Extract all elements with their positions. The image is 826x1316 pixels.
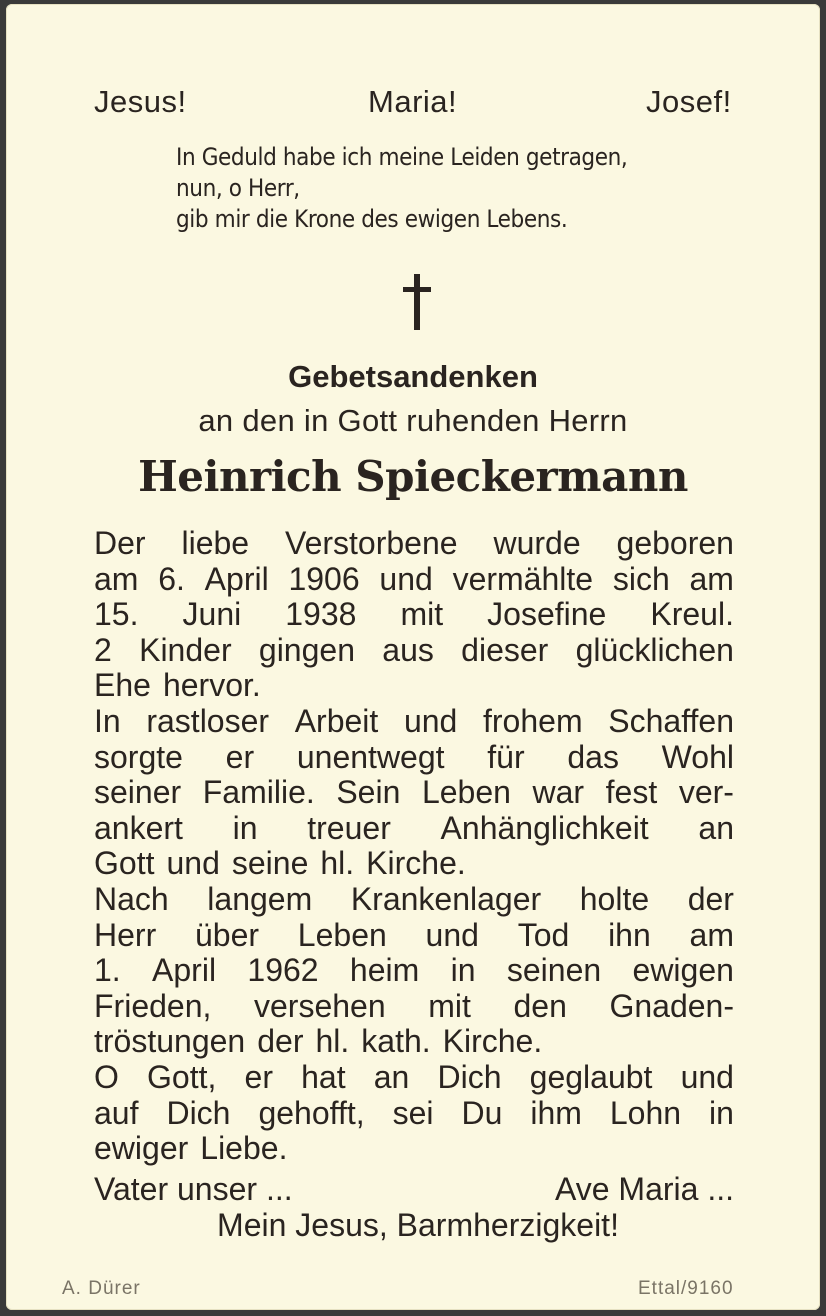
biography-word: 15. xyxy=(94,596,139,633)
biography-line xyxy=(94,597,734,633)
biography-word: Schaffen xyxy=(608,702,734,739)
footer-publisher: Ettal/9160 xyxy=(638,1278,734,1299)
biography-word: April xyxy=(152,952,217,989)
biography-word: Der xyxy=(94,525,146,561)
biography-line xyxy=(94,1024,734,1060)
biography-word: Liebe. xyxy=(200,1130,288,1167)
biography-word: an xyxy=(698,809,734,846)
footer-artist: A. Dürer xyxy=(62,1278,141,1299)
biography-word: an xyxy=(373,1058,410,1095)
biography-word: 1962 xyxy=(247,952,319,989)
biography-word: Nach xyxy=(94,880,169,917)
biography-word: 1906 xyxy=(288,560,360,597)
biography-word: Krankenlager xyxy=(350,880,542,917)
biography-word: in xyxy=(232,809,258,846)
verse-line: In Geduld habe ich meine Leiden getragen, xyxy=(176,143,628,171)
biography-word: Arbeit xyxy=(294,702,379,739)
biography-line xyxy=(94,1060,734,1096)
biography-word: hl. xyxy=(320,845,355,882)
verse-line: nun, o Herr, xyxy=(176,174,300,202)
biography-word: Familie. xyxy=(202,774,315,811)
biography-word: April xyxy=(204,560,269,597)
verse-line: gib mir die Krone des ewigen Lebens. xyxy=(176,205,568,233)
biography-word: ihm xyxy=(530,1094,582,1131)
biography-word: er xyxy=(225,738,255,775)
biography-line xyxy=(94,633,734,669)
biography-word: Tod xyxy=(517,916,570,953)
biography-word: seinen xyxy=(506,952,602,989)
biography-word: treuer xyxy=(307,809,391,846)
biography-word: 1. xyxy=(94,952,121,989)
header-jesus: Jesus! xyxy=(94,84,187,119)
biography-word: und xyxy=(425,916,479,953)
biography-word: langem xyxy=(207,880,313,917)
biography-word: und xyxy=(379,560,433,597)
biography-word: tröstungen xyxy=(94,1023,246,1060)
biography-word: am xyxy=(94,560,139,597)
biography-word: Gott, xyxy=(147,1058,217,1095)
biography-word: Wohl xyxy=(661,738,734,775)
biography-word: dieser xyxy=(461,631,549,668)
biography-word: Herr xyxy=(94,916,157,953)
biography-word: geglaubt xyxy=(529,1058,653,1095)
header-maria: Maria! xyxy=(368,84,458,119)
biography-line xyxy=(94,882,734,918)
biography-word: Leben xyxy=(421,774,511,811)
biography-word: Kirche. xyxy=(442,1023,543,1060)
biography-word: mit xyxy=(428,987,471,1024)
biography-word: Sein xyxy=(336,774,401,811)
biography-word: Dich xyxy=(166,1094,231,1131)
biography-line xyxy=(94,740,734,776)
header-josef: Josef! xyxy=(646,84,732,119)
biography-word: und xyxy=(166,845,220,882)
biography-word: und xyxy=(680,1058,734,1095)
biography-word: Gnaden- xyxy=(609,987,734,1024)
biography-word: unentwegt xyxy=(296,738,445,775)
biography-word: heim xyxy=(349,952,420,989)
biography-line xyxy=(94,704,734,740)
biography-word: Ehe xyxy=(94,667,151,704)
biography-word: hervor. xyxy=(162,667,261,704)
biography-line xyxy=(94,918,734,954)
biography-word: und xyxy=(403,702,458,739)
biography-word: am xyxy=(689,560,734,597)
biography-word: ewigen xyxy=(632,952,734,989)
biography-line xyxy=(94,989,734,1025)
biography-word: der xyxy=(687,880,734,917)
biography-word: In xyxy=(94,702,121,739)
biography-word: gehofft, xyxy=(258,1094,365,1131)
biography-word: Gott xyxy=(94,845,155,882)
prayer-row xyxy=(94,1171,734,1208)
biography-word: geboren xyxy=(616,525,734,561)
biography-word: der xyxy=(257,1023,304,1060)
biography-line xyxy=(94,668,734,704)
biography-word: holte xyxy=(579,880,650,917)
biography-word: glücklichen xyxy=(575,631,734,668)
biography-line xyxy=(94,562,734,598)
biography-word: Lohn xyxy=(609,1094,682,1131)
biography-line xyxy=(94,1096,734,1132)
biography-line xyxy=(94,1131,734,1167)
biography-word: Du xyxy=(461,1094,503,1131)
biography-word: gingen xyxy=(258,631,355,668)
biography-word: über xyxy=(194,916,260,953)
biography-word: Anhänglichkeit xyxy=(440,809,649,846)
biography-word: Kinder xyxy=(139,631,232,668)
biography-word: ver- xyxy=(678,774,734,811)
biography-word: Kirche. xyxy=(366,845,466,882)
biography-word: seiner xyxy=(94,774,182,811)
biography-word: für xyxy=(487,738,525,775)
biography-word: ewiger xyxy=(94,1130,189,1167)
title-subline: an den in Gott ruhenden Herrn xyxy=(198,403,628,438)
biography-word: sei xyxy=(392,1094,434,1131)
biography-word: kath. xyxy=(361,1023,431,1060)
biography-word: O xyxy=(94,1058,119,1095)
biography-word: Josefine xyxy=(487,596,607,633)
biography-word: rastloser xyxy=(146,702,270,739)
biography-word: 6. xyxy=(158,560,185,597)
biography-word: in xyxy=(709,1094,734,1131)
biography-word: hat xyxy=(301,1058,346,1095)
biography-word: vermählte xyxy=(452,560,594,597)
memorial-card xyxy=(6,4,820,1310)
deceased-name: Heinrich Spieckermann xyxy=(138,452,688,501)
biography-word: ihn xyxy=(608,916,651,953)
biography-word: Juni xyxy=(182,596,242,633)
latin-cross-icon xyxy=(402,274,432,330)
biography-word: Kreul. xyxy=(650,596,734,633)
biography-word: war xyxy=(532,774,585,811)
biography-line xyxy=(94,775,734,811)
biography-word: Frieden, xyxy=(94,987,212,1024)
biography-word: fest xyxy=(605,774,658,811)
biography-line xyxy=(94,846,734,882)
biography-word: frohem xyxy=(483,702,583,739)
biography-word: seine xyxy=(231,845,309,882)
biography-word: er xyxy=(244,1058,273,1095)
biography-word: versehen xyxy=(253,987,386,1024)
verse-block xyxy=(176,142,627,235)
title-gebetsandenken: Gebetsandenken xyxy=(288,359,538,394)
biography-word: 1938 xyxy=(285,596,357,633)
biography-word: sich xyxy=(612,560,670,597)
biography-line xyxy=(94,953,734,989)
biography-word: den xyxy=(513,987,567,1024)
biography-word: hl. xyxy=(315,1023,350,1060)
biography-word: auf xyxy=(94,1094,139,1131)
biography-word: das xyxy=(567,738,619,775)
biography-word: wurde xyxy=(493,525,581,561)
prayer-vater-unser: Vater unser ... xyxy=(94,1171,293,1207)
prayer-ave-maria: Ave Maria ... xyxy=(554,1171,734,1207)
biography-word: liebe xyxy=(181,525,250,561)
biography-word: am xyxy=(689,916,734,953)
biography-text xyxy=(94,526,734,1167)
biography-word: ankert xyxy=(94,809,183,846)
biography-word: mit xyxy=(400,596,444,633)
biography-word: in xyxy=(450,952,476,989)
biography-line xyxy=(94,526,734,562)
biography-word: Dich xyxy=(437,1058,502,1095)
prayer-final: Mein Jesus, Barmherzigkeit! xyxy=(217,1207,619,1243)
biography-word: Verstorbene xyxy=(284,525,458,561)
biography-word: Leben xyxy=(297,916,387,953)
biography-word: sorgte xyxy=(94,738,183,775)
biography-line xyxy=(94,811,734,847)
biography-word: 2 xyxy=(94,631,112,668)
biography-word: aus xyxy=(382,631,434,668)
